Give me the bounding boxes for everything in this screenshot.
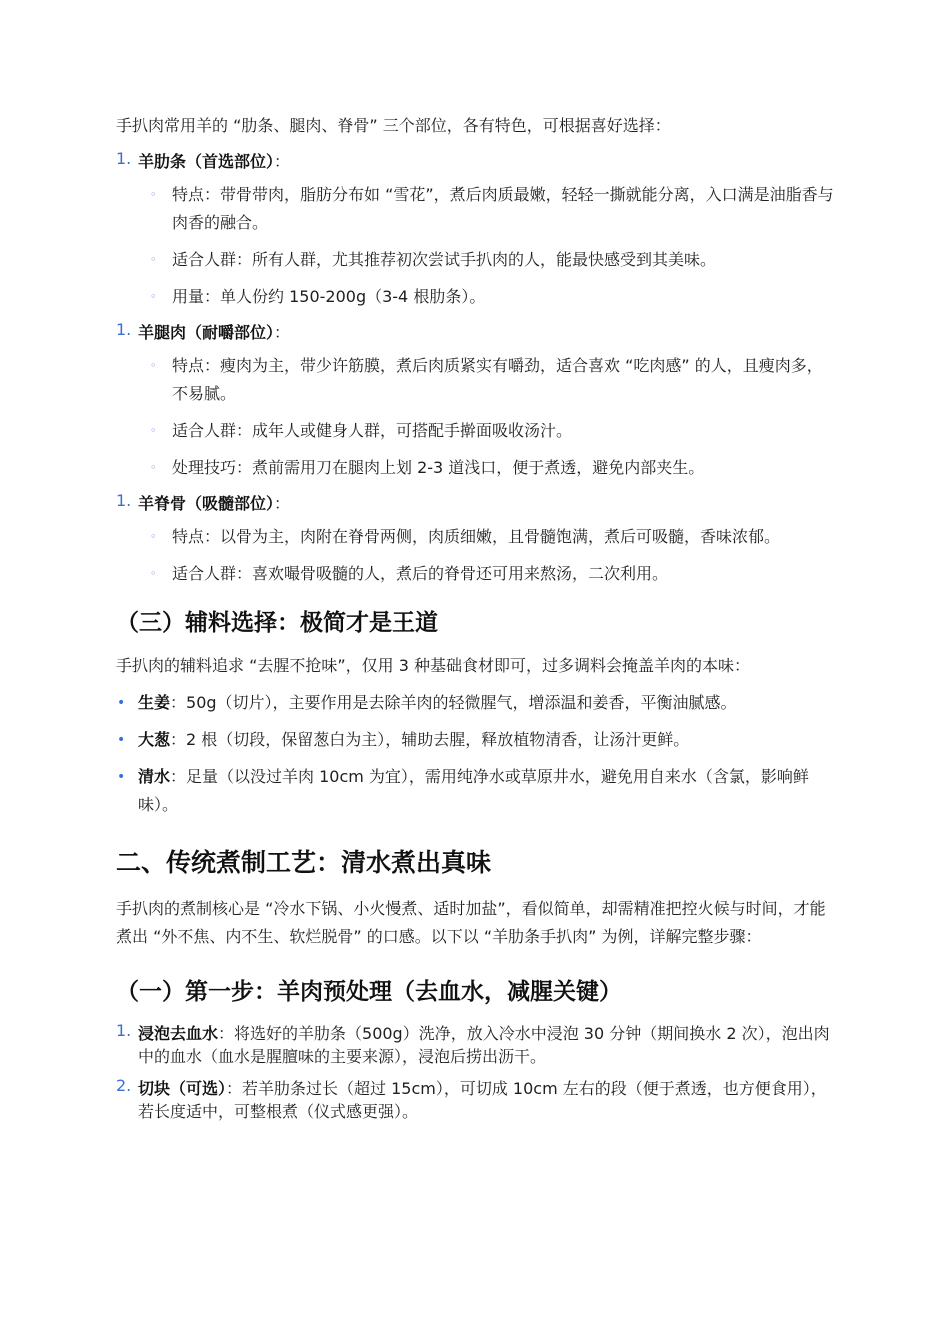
step-heading-preprocess: （一）第一步：羊肉预处理（去血水，减腥关键） (116, 979, 622, 1005)
list-item: ◦ 特点：以骨为主，肉附在脊骨两侧，肉质细嫩，且骨髓饱满，煮后可吸髓，香味浓郁。 (148, 523, 836, 551)
list-item: 2. 切块（可选）：若羊肋条过长（超过 15cm），可切成 10cm 左右的段（便于煮透，也方便食用），若长度适中，可整根煮（仪式感更强）。 (116, 1076, 827, 1121)
hollow-circle-icon: ◦ (150, 461, 157, 474)
bullet-icon: • (117, 769, 126, 785)
list-item: ◦ 用量：单人份约 150-200g（3-4 根肋条）。 (148, 283, 836, 311)
list-number: 1. (116, 491, 132, 510)
section-heading-cooking: 二、传统煮制工艺：清水煮出真味 (116, 848, 492, 877)
bullet-icon: • (117, 695, 126, 711)
parts-intro: 手扒肉常用羊的 “肋条、腿肉、脊骨” 三个部位，各有特色，可根据喜好选择： (116, 116, 671, 135)
list-item: • 生姜：50g（切片），主要作用是去除羊肉的轻微腥气，增添温和姜香，平衡油腻感。 (116, 689, 836, 717)
list-item: ◦ 处理技巧：煮前需用刀在腿肉上划 2-3 道浅口，便于煮透，避免内部夹生。 (148, 454, 836, 482)
hollow-circle-icon: ◦ (150, 188, 157, 201)
list-item: ◦ 适合人群：所有人群，尤其推荐初次尝试手扒肉的人，能最快感受到其美味。 (148, 246, 836, 274)
part-lamb-spine-details (148, 523, 836, 588)
list-number: 2. (116, 1076, 132, 1095)
list-number: 1. (116, 149, 132, 168)
hollow-circle-icon: ◦ (150, 424, 157, 437)
hollow-circle-icon: ◦ (150, 530, 157, 543)
list-item: ◦ 适合人群：成年人或健身人群，可搭配手擀面吸收汤汁。 (148, 417, 836, 445)
list-item: 1. 浸泡去血水：将选好的羊肋条（500g）洗净，放入冷水中浸泡 30 分钟（期间换水 2 次），泡出肉中的血水（血水是腥膻味的主要来源），浸泡后捞出沥干。 (116, 1021, 830, 1066)
hollow-circle-icon: ◦ (150, 290, 157, 303)
part-lamb-leg-details (148, 352, 836, 482)
hollow-circle-icon: ◦ (150, 359, 157, 372)
list-item: ◦ 特点：瘦肉为主，带少许筋膜，煮后肉质紧实有嚼劲，适合喜欢 “吃肉感” 的人，且瘦肉多，不易腻。 (148, 352, 836, 408)
hollow-circle-icon: ◦ (150, 253, 157, 266)
part-title: 羊脊骨（吸髓部位） (138, 494, 275, 513)
document-page (116, 112, 836, 1131)
list-item: • 大葱：2 根（切段，保留葱白为主），辅助去腥，释放植物清香，让汤汁更鲜。 (116, 726, 836, 754)
list-item: ◦ 适合人群：喜欢嘬骨吸髓的人，煮后的脊骨还可用来熬汤，二次利用。 (148, 560, 836, 588)
section-intro: 手扒肉的辅料追求 “去腥不抢味”，仅用 3 种基础食材即可，过多调料会掩盖羊肉的本味： (116, 656, 751, 675)
list-item: ◦ 特点：带骨带肉，脂肪分布如 “雪花”，煮后肉质最嫩，轻轻一撕就能分离，入口满是油脂香与肉香的融合。 (148, 181, 836, 237)
part-title: 羊腿肉（耐嚼部位） (138, 323, 275, 342)
part-title: 羊肋条（首选部位） (138, 152, 275, 171)
list-item: • 清水：足量（以没过羊肉 10cm 为宜），需用纯净水或草原井水，避免用自来水（含氯，影响鲜味）。 (116, 763, 836, 819)
list-number: 1. (116, 1021, 132, 1040)
section-intro: 手扒肉的煮制核心是 “冷水下锅、小火慢煮、适时加盐”，看似简单，却需精准把控火候与时间，才能煮出 “外不焦、内不生、软烂脱骨” 的口感。以下以 “羊肋条手扒肉” 为例，详解完整步骤： (116, 899, 826, 946)
ingredient-list (116, 689, 836, 819)
section-heading-ingredients: （三）辅料选择：极简才是王道 (116, 610, 438, 636)
hollow-circle-icon: ◦ (150, 567, 157, 580)
list-number: 1. (116, 320, 132, 339)
part-lamb-leg: 1. 羊腿肉（耐嚼部位）： (116, 320, 291, 342)
part-lamb-ribs-details (148, 181, 836, 311)
part-lamb-ribs: 1. 羊肋条（首选部位）： (116, 149, 291, 171)
part-lamb-spine: 1. 羊脊骨（吸髓部位）： (116, 491, 291, 513)
bullet-icon: • (117, 732, 126, 748)
